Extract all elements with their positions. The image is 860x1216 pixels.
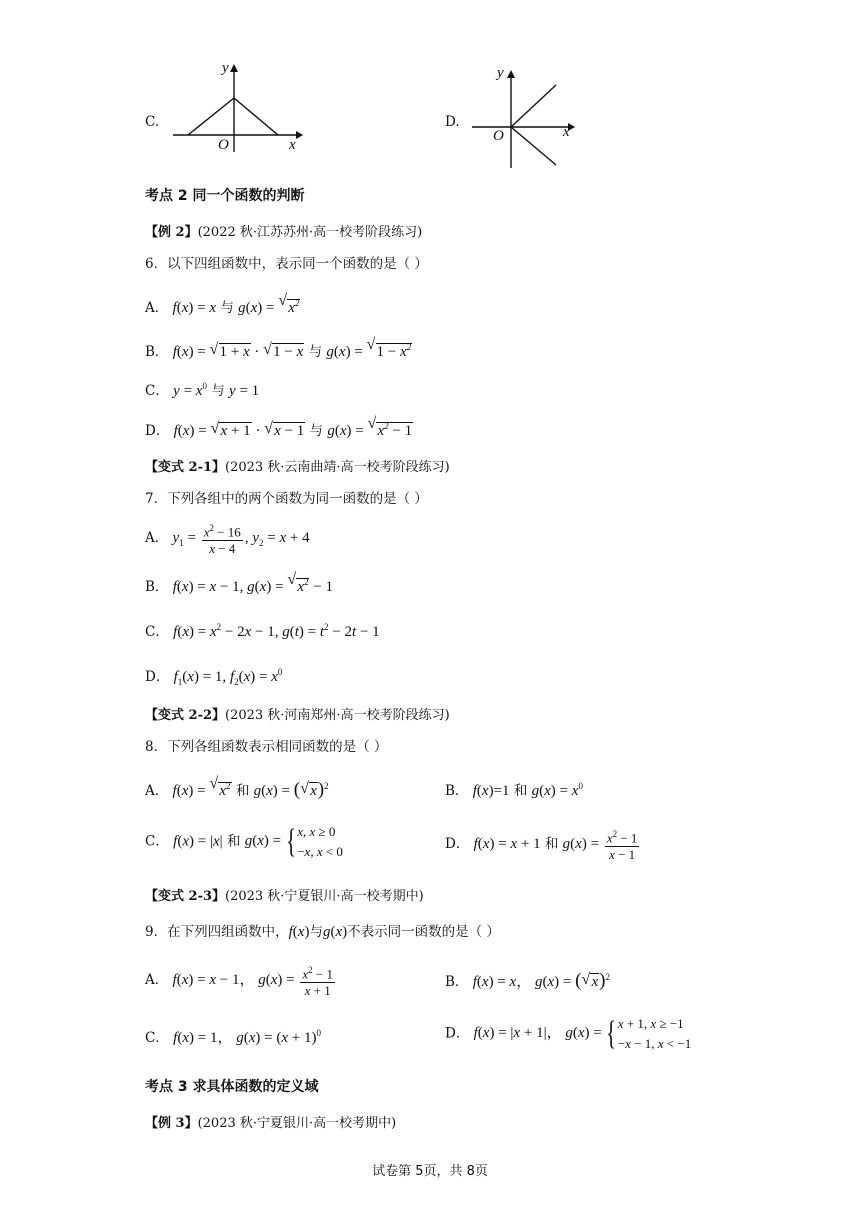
- connector-word: 和: [513, 783, 528, 799]
- q9-option-b: B． f(x) = x， g(x) = (√ x)$^2$: [445, 968, 610, 991]
- question-text: 9．在下列四组函数中，: [145, 924, 289, 940]
- page-footer: 试卷第 5页，共 8页: [372, 1164, 488, 1179]
- option-letter: A．: [145, 783, 169, 799]
- connector-word: 和: [226, 833, 241, 850]
- source-variant-2-1: [145, 456, 450, 475]
- option-letter: C．: [145, 1030, 169, 1046]
- q6-option-d: D． f(x) = √ x + 1 · √ x − 1 与 g(x) = √ $x^2 - 1$: [145, 417, 413, 440]
- section-heading-3: 考点 3 求具体函数的定义域: [145, 1079, 319, 1095]
- connector-word: 与: [308, 344, 323, 360]
- q6-option-a: A． f(x) = x 与 g(x) = √ $x^2$: [145, 294, 300, 317]
- option-letter: C．: [145, 383, 169, 399]
- source-tag: 【变式 2-2】: [145, 708, 226, 723]
- graph-d-y-label: y: [497, 65, 504, 81]
- section-heading-2: 考点 2 同一个函数的判断: [145, 188, 305, 204]
- source-text: (2023 秋·宁夏银川·高一校考期中): [225, 889, 424, 904]
- q8-option-d: D． f(x) = x + 1 和 g(x) = $\frac{x^2 - 1}{x - 1}$: [445, 829, 638, 863]
- q9-option-d: D． f(x) = |x + 1|， g(x) = { x + 1, x ≥ −1 −x − 1, x < −1: [445, 1015, 692, 1052]
- source-text: (2023 秋·河南郑州·高一校考阶段练习): [225, 708, 450, 723]
- source-variant-2-2: [145, 704, 450, 723]
- question-8: 8．下列各组函数表示相同函数的是（ ）: [145, 739, 388, 755]
- q6-option-b: B． f(x) = √ 1 + x · √ 1 − x 与 g(x) = √ $1 - x^2$: [145, 338, 412, 361]
- option-letter: A．: [145, 300, 169, 316]
- question-9: 9．在下列四组函数中，f(x)与g(x)不表示同一函数的是（ ）: [145, 924, 500, 940]
- source-text: (2022 秋·江苏苏州·高一校考阶段练习): [197, 225, 423, 240]
- option-letter: B．: [445, 783, 469, 799]
- q7-option-a: A． $y_1$ = $\frac{x^2 - 16}{x - 4}$ , $y_2 = x + 4$: [145, 523, 310, 557]
- option-letter: B．: [145, 579, 169, 595]
- question-7: 7．下列各组中的两个函数为同一函数的是（ ）: [145, 491, 428, 507]
- option-d-label: D.: [445, 114, 460, 130]
- option-letter: A．: [145, 530, 169, 547]
- question-text: 与: [309, 924, 323, 940]
- source-tag: 【例 3】: [145, 1116, 198, 1131]
- question-text: 不表示同一函数的是（ ）: [347, 924, 500, 940]
- source-text: (2023 秋·宁夏银川·高一校考期中): [197, 1116, 397, 1131]
- q8-option-b: B． f(x)=1 和 $g(x) = x^0$: [445, 781, 583, 799]
- graph-d-x-label: x: [563, 124, 570, 140]
- source-tag: 【变式 2-1】: [145, 460, 226, 475]
- graph-d: [468, 65, 578, 173]
- option-letter: D．: [445, 1025, 470, 1042]
- source-example-2: [145, 221, 422, 240]
- q9-option-c: C． f(x) = 1， $g(x) = (x + 1)^0$: [145, 1028, 321, 1046]
- connector-word: 与: [211, 383, 225, 399]
- option-letter: D．: [145, 669, 170, 685]
- option-letter: B．: [445, 974, 469, 990]
- source-tag: 【变式 2-3】: [145, 889, 226, 904]
- source-text: (2023 秋·云南曲靖·高一校考阶段练习): [225, 460, 450, 475]
- q9-option-a: A． f(x) = x − 1， g(x) = $\frac{x^2 - 1}{x + 1}$: [145, 965, 334, 999]
- option-letter: A．: [145, 972, 169, 989]
- option-letter: B．: [145, 344, 169, 360]
- q8-option-c: C． f(x) = |x| 和 g(x) = { x, x ≥ 0 −x, x < 0: [145, 823, 343, 860]
- connector-word: 和: [544, 836, 559, 853]
- graph-c-y-label: y: [222, 60, 229, 76]
- source-example-3: [145, 1112, 396, 1131]
- q8-option-a: A． f(x) = √ $x^2$ 和 g(x) = (√ x)$^2$: [145, 777, 329, 800]
- connector-word: 和: [235, 783, 250, 799]
- graph-c-origin-label: O: [218, 137, 229, 153]
- q7-option-c: C． $f(x) = x^2 - 2x - 1$, $g(t) = t^2 - 2t - 1$: [145, 622, 380, 640]
- q7-option-d: D． $f_1(x) = 1$, $f_2(x) = x^0$: [145, 667, 283, 687]
- q6-option-c: C． $y = x^0$ 与 y = 1: [145, 381, 260, 399]
- source-variant-2-3: [145, 885, 424, 904]
- option-letter: D．: [445, 836, 470, 853]
- option-letter: D．: [145, 423, 170, 439]
- question-6: 6．以下四组函数中，表示同一个函数的是（ ）: [145, 256, 428, 272]
- option-letter: C．: [145, 624, 169, 640]
- graph-c-x-label: x: [289, 137, 296, 153]
- source-tag: 【例 2】: [145, 225, 198, 240]
- connector-word: 与: [220, 300, 234, 316]
- option-c-label: C.: [145, 114, 160, 130]
- option-letter: C．: [145, 833, 169, 850]
- graph-d-origin-label: O: [493, 128, 504, 144]
- q7-option-b: B． f(x) = x − 1, g(x) = √ $x^2 - 1$: [145, 573, 333, 596]
- graph-c: [168, 60, 303, 155]
- connector-word: 与: [309, 423, 324, 439]
